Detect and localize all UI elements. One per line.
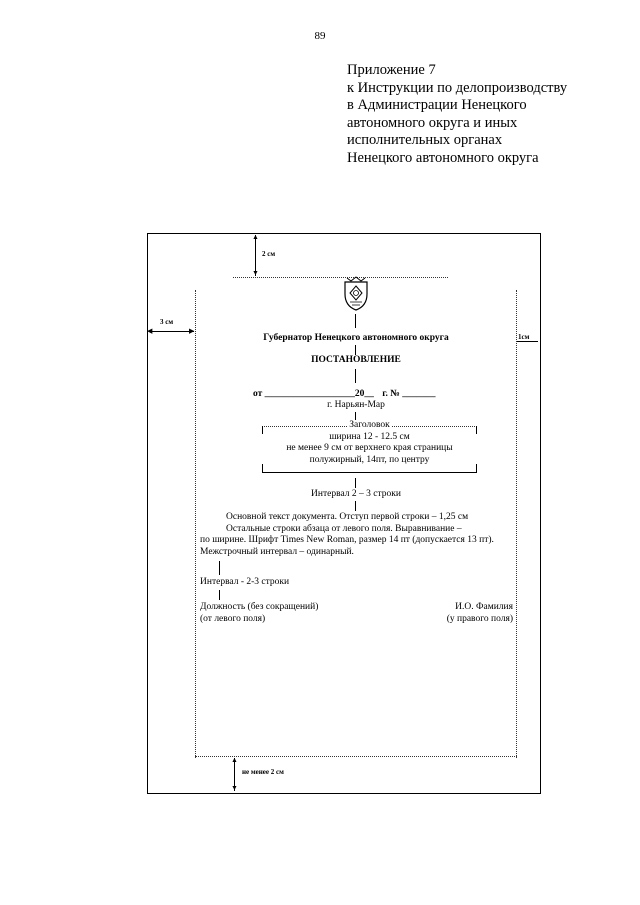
appendix-line: Ненецкого автономного округа — [347, 149, 539, 166]
connector — [355, 501, 356, 511]
connector — [219, 590, 220, 600]
right-margin-arrow — [517, 341, 538, 342]
left-margin-label: 3 см — [160, 318, 174, 326]
appendix-line: автономного округа и иных — [347, 114, 518, 131]
top-margin-label: 2 см — [262, 250, 276, 258]
document-type: ПОСТАНОВЛЕНИЕ — [311, 355, 401, 365]
arrow-down-icon: ▼ — [231, 784, 238, 792]
arrow-up-icon: ▲ — [231, 756, 238, 764]
date-line: от ___________________20__ г. № _______ — [253, 389, 436, 399]
appendix-line: в Администрации Ненецкого — [347, 97, 527, 113]
interval-label: Интервал - 2-3 строки — [200, 577, 290, 587]
arrow-down-icon: ▼ — [252, 269, 259, 277]
body-text: Основной текст документа. Отступ первой строки – 1,25 см Остальные строки абзаца от левого поля. Выравнивание – по ширине. Шрифт Times New Roman, размер 14 пт (допускается 13 пт). Межстрочный интервал – одинарный. — [200, 512, 494, 557]
arrow-up-icon: ▲ — [252, 233, 259, 241]
arrow-right-icon: ▶ — [189, 327, 195, 335]
appendix-line: исполнительных органах — [347, 132, 503, 148]
interval-label: Интервал 2 – 3 строки — [311, 489, 401, 499]
appendix-line: Приложение 7 — [347, 62, 436, 78]
coat-of-arms-icon — [341, 276, 371, 312]
left-margin-arrow — [149, 331, 194, 332]
connector — [219, 561, 220, 575]
appendix-line: к Инструкции по делопроизводству — [347, 79, 568, 96]
connector — [355, 369, 356, 383]
heading-spec: Заголовок ширина 12 - 12.5 см не менее 9 см от верхнего края страницы полужирный, 14пт, по центру — [286, 420, 453, 465]
author-title: Губернатор Ненецкого автономного округа — [263, 333, 449, 343]
arrow-left-icon: ◀ — [147, 327, 153, 335]
appendix-header — [347, 62, 567, 167]
heading-bottom-line — [262, 472, 477, 473]
connector — [355, 314, 356, 328]
bottom-margin-line — [195, 756, 517, 757]
right-margin-label: 1см — [518, 333, 530, 341]
page-number: 89 — [314, 30, 326, 42]
signature-name: И.О. Фамилия (у правого поля) — [446, 602, 513, 624]
connector — [355, 478, 356, 488]
bottom-margin-label: не менее 2 см — [242, 768, 284, 776]
signature-position: Должность (без сокращений) (от левого поля) — [200, 602, 319, 624]
place: г. Нарьян-Мар — [327, 400, 385, 410]
connector — [355, 345, 356, 355]
